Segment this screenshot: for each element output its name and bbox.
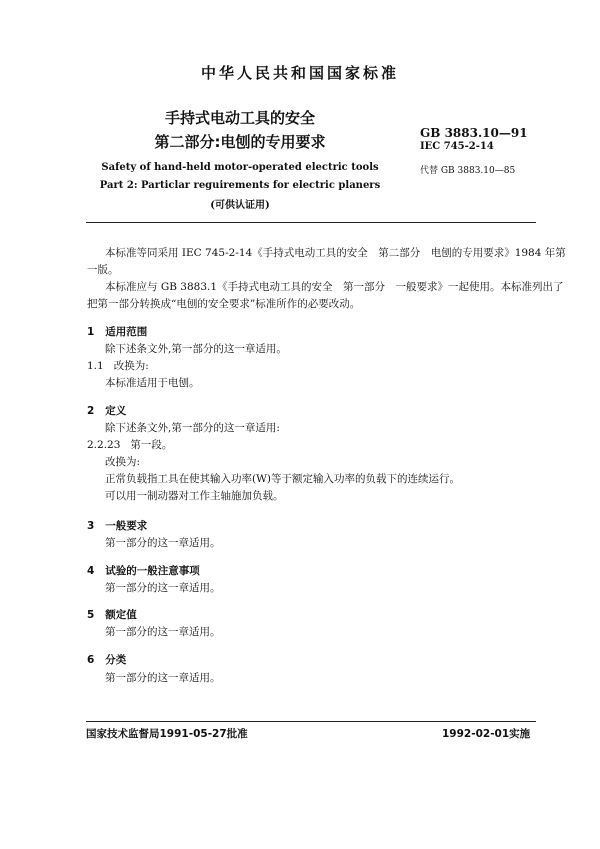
section-number: 4: [87, 565, 95, 577]
section-5-text: 第一部分的这一章适用。: [105, 626, 221, 638]
section-number: 5: [87, 609, 95, 621]
section-4-heading: [87, 563, 200, 578]
clause-2-2-23-line1: 正常负载指工具在使其输入功率(W)等于额定输入功率的负载下的连续运行。: [105, 473, 460, 485]
section-title: 额定值: [105, 609, 137, 621]
section-2-heading: [87, 403, 126, 418]
national-standard-title: 中华人民共和国国家标准: [200, 64, 399, 82]
document-title-line2: 第二部分:电刨的专用要求: [154, 133, 326, 151]
english-title-line2: Part 2: Particlar reguirements for electric planers: [99, 180, 381, 191]
clause-number: 2.2.23: [87, 439, 121, 451]
certification-note: (可供认证用): [210, 200, 270, 211]
intro-paragraph-2-line1: 本标准应与 GB 3883.1《手持式电动工具的安全 第一部分 一般要求》一起使用。本标准列出了: [105, 281, 564, 293]
english-title-line1: Safety of hand-held motor-operated electric tools: [101, 162, 379, 173]
section-1-heading: [87, 324, 147, 339]
document-title-line1: 手持式电动工具的安全: [164, 109, 315, 127]
intro-paragraph-2-line2: 把第一部分转换成“电刨的安全要求”标准所作的必要改动。: [87, 298, 361, 310]
clause-2-2-23-change: 改换为:: [105, 456, 141, 468]
section-1-text: 除下述条文外,第一部分的这一章适用。: [105, 343, 287, 355]
section-title: 分类: [105, 654, 127, 666]
section-number: 2: [87, 405, 95, 417]
section-title: 适用范围: [105, 326, 148, 338]
clause-text: 改换为:: [113, 360, 149, 372]
clause-text: 第一段。: [130, 439, 173, 451]
approval-date: 国家技术监督局1991-05-27批准: [86, 728, 248, 740]
header-rule: [86, 222, 536, 223]
clause-2-2-23: [87, 437, 172, 454]
section-6-text: 第一部分的这一章适用。: [105, 672, 221, 684]
section-6-heading: [87, 652, 126, 667]
intro-paragraph-1-line1: 本标准等同采用 IEC 745-2-14《手持式电动工具的安全 第二部分 电刨的专用要求》1984 年第: [105, 247, 566, 259]
section-title: 定义: [105, 405, 127, 417]
section-3-heading: [87, 518, 147, 533]
section-2-text: 除下述条文外,第一部分的这一章适用:: [105, 422, 280, 434]
section-3-text: 第一部分的这一章适用。: [105, 537, 221, 549]
clause-1-1-body: 本标准适用于电刨。: [105, 377, 200, 389]
intro-paragraph-1-line2: 一版。: [87, 264, 119, 276]
replaces-note: 代替 GB 3883.10—85: [420, 166, 516, 176]
section-4-text: 第一部分的这一章适用。: [105, 582, 221, 594]
iec-number: IEC 745-2-14: [420, 141, 494, 152]
section-number: 1: [87, 326, 95, 338]
section-title: 一般要求: [105, 520, 148, 532]
effective-date: 1992-02-01实施: [442, 728, 531, 740]
standard-number: GB 3883.10—91: [420, 126, 528, 140]
clause-1-1: [87, 358, 149, 375]
section-title: 试验的一般注意事项: [105, 565, 200, 577]
section-number: 6: [87, 654, 95, 666]
clause-2-2-23-line2: 可以用一制动器对工作主轴施加负载。: [105, 490, 284, 502]
footer-rule: [86, 721, 536, 722]
clause-number: 1.1: [87, 360, 104, 372]
section-5-heading: [87, 607, 137, 622]
section-number: 3: [87, 520, 95, 532]
